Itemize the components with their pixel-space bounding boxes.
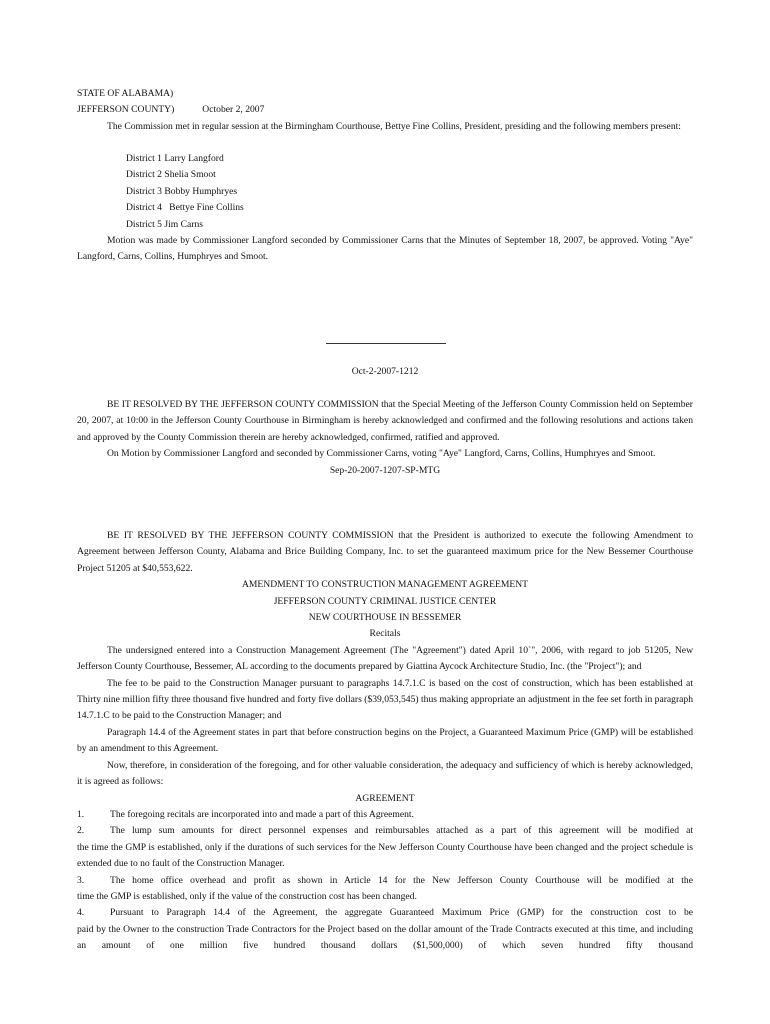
item-continuation: paid by the Owner to the construction Trade Contractors for the Project based on the dollar amount of the Trade Contracts executed at this time, and including an amount of one million five hundred thousand dollars ($1,500,000) of which seven hundred fifty thousand [77, 923, 693, 952]
agreement-heading: AGREEMENT [355, 792, 415, 804]
resolution-1-block [77, 397, 693, 479]
recitals-heading: Recitals [369, 628, 401, 640]
recital-3: Paragraph 14.4 of the Agreement states in part that before construction begins on the Project, a Guaranteed Maximum Price (GMP) will be established by an amendment to this Agreement. [77, 726, 693, 755]
member-item: District 1 Larry Langford [126, 153, 224, 164]
item-number: 3. [77, 874, 85, 886]
member-item: District 4 Bettye Fine Collins [126, 202, 244, 214]
recital-2: The fee to be paid to the Construction Manager pursuant to paragraphs 14.7.1.C is based on the cost of construction, which has been established at Thirty nine million fifty three thousand five hundred and forty five dollars ($39,053,545) thus making appropriate an adjustment in the fee set forth in paragraph 14.7.1.C to be paid to the Construction Manager; and [77, 677, 693, 722]
recital-4: Now, therefore, in consideration of the foregoing, and for other valuable consideration, the adequacy and sufficiency of which is hereby acknowledged, it is agreed as follows: [77, 759, 693, 788]
members-list [77, 151, 693, 233]
intro-block [77, 119, 693, 135]
item-continuation: the time the GMP is established, only if the durations of such services for the New Jefferson County Courthouse have been changed and the project schedule is extended due to no fault of the Construction Manager. [77, 841, 693, 870]
county-date-line [77, 102, 693, 118]
item-number: 2. [77, 825, 85, 837]
minutes-motion-block [77, 233, 693, 266]
agreement-item-4 [77, 905, 693, 921]
amendment-title-3: NEW COURTHOUSE IN BESSEMER [308, 612, 462, 624]
member-item: District 2 Shelia Smoot [126, 169, 216, 181]
member-item: District 5 Jim Carns [126, 218, 204, 230]
resolution-id: Oct-2-2007-1212 [351, 366, 419, 377]
agreement-item-2 [77, 823, 693, 839]
resolution-1: BE IT RESOLVED BY THE JEFFERSON COUNTY COMMISSION that the Special Meeting of the Jefferson County Commission held on September 20, 2007, at 10:00 in the Jefferson County Courthouse in Birmingham is hereby acknowledged and confirmed and the following resolutions and actions taken and approved by the County Commission therein are hereby acknowledged, confirmed, ratified and approved. [77, 399, 693, 443]
recital-1: The undersigned entered into a Construction Management Agreement (The "Agreement") dated April 10`", 2006, with regard to job 51205, New Jefferson County Courthouse, Bessemer, AL according to the documents prepared by Giattina Aycock Architecture Studio, Inc. (the "Project"); and [77, 644, 693, 673]
resolution-2-block [77, 528, 693, 955]
item-text: The lump sum amounts for direct personnel expenses and reimbursables attached as a part of this agreement will be modified at [110, 825, 693, 837]
county-line: JEFFERSON COUNTY) [77, 104, 175, 116]
resolution-id-block [77, 364, 693, 380]
intro-paragraph: The Commission met in regular session at the Birmingham Courthouse, Bettye Fine Collins, President, presiding and the following members present: [107, 121, 681, 132]
resolution-2: BE IT RESOLVED BY THE JEFFERSON COUNTY COMMISSION that the President is authorized to execute the following Amendment to Agreement between Jefferson County, Alabama and Brice Building Company, Inc. to set the guaranteed maximum price for the New Bessemer Courthouse Project 51205 at $40,553,622. [77, 530, 693, 574]
special-meeting-id: Sep-20-2007-1207-SP-MTG [329, 464, 441, 476]
agreement-item-3 [77, 873, 693, 889]
item-text: The home office overhead and profit as shown in Article 14 for the New Jefferson County Courthouse will be modified at the [110, 874, 693, 886]
item-number: 1. [77, 808, 85, 820]
state-line: STATE OF ALABAMA) [77, 88, 174, 99]
agreement-item-1 [77, 807, 693, 823]
amendment-title-2: JEFFERSON COUNTY CRIMINAL JUSTICE CENTER [273, 595, 497, 607]
meeting-date: October 2, 2007 [202, 104, 265, 116]
member-item: District 3 Bobby Humphryes [126, 185, 238, 197]
item-text: The foregoing recitals are incorporated into and made a part of this Agreement. [110, 808, 414, 820]
item-continuation: time the GMP is established, only if the value of the construction cost has been changed. [77, 890, 417, 902]
item-text: Pursuant to Paragraph 14.4 of the Agreement, the aggregate Guaranteed Maximum Price (GMP) for the construction cost to be [110, 907, 693, 919]
motion-2: On Motion by Commissioner Langford and seconded by Commissioner Carns, voting "Aye" Langford, Carns, Collins, Humphryes and Smoot. [107, 448, 656, 460]
item-number: 4. [77, 907, 85, 919]
amendment-title-1: AMENDMENT TO CONSTRUCTION MANAGEMENT AGREEMENT [241, 579, 529, 591]
minutes-motion: Motion was made by Commissioner Langford seconded by Commissioner Carns that the Minutes of September 18, 2007, be approved. Voting "Aye" Langford, Carns, Collins, Humphryes and Smoot. [77, 235, 693, 263]
section-divider [326, 343, 446, 344]
header-block [77, 86, 693, 119]
